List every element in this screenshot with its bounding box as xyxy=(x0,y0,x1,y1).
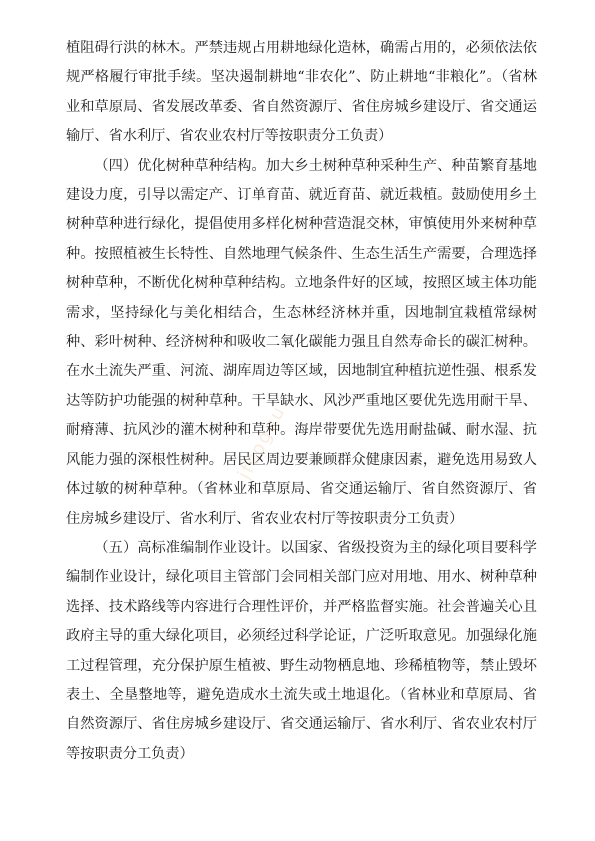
paragraph-section-4: （四）优化树种草种结构。加大乡土树种草种采种生产、种苗繁育基地建设力度，引导以需定产、订单育苗、就近育苗、就近栽植。鼓励使用乡土树种草种进行绿化，提倡使用多样化树种营造混交林，审慎使用外来树种草种。按照植被生长特性、自然地理气候条件、生态生活生产需要，合理选择树种草种，不断优化树种草种结构。立地条件好的区域，按照区域主体功能需求，坚持绿化与美化相结合，生态林经济林并重，因地制宜栽植常绿树种、彩叶树种、经济树种和吸收二氧化碳能力强且自然寿命长的碳汇树种。在水土流失严重、河流、湖库周边等区域，因地制宜种植抗逆性强、根系发达等防护功能强的树种草种。干旱缺水、风沙严重地区要优先选用耐干旱、耐瘠薄、抗风沙的灌木树种和草种。海岸带要优先选用耐盐碱、耐水湿、抗风能力强的深根性树种。居民区周边要兼顾群众健康因素，避免选用易致人体过敏的树种草种。（省林业和草原局、省交通运输厅、省自然资源厅、省住房城乡建设厅、省水利厅、省农业农村厅等按职责分工负责） xyxy=(66,157,537,527)
watermark: jfcoguu xyxy=(233,401,291,483)
paragraph-section-5: （五）高标准编制作业设计。以国家、省级投资为主的绿化项目要科学编制作业设计，绿化项目主管部门会同相关部门应对用地、用水、树种草种选择、技术路线等内容进行合理性评价，并严格监督实施。社会普遍关心且政府主导的重大绿化项目，必须经过科学论证，广泛听取意见。加强绿化施工过程管理，充分保护原生植被、野生动物栖息地、珍稀植物等，禁止毁坏表土、全垦整地等，避免造成水土流失或土地退化。（省林业和草原局、省自然资源厅、省住房城乡建设厅、省交通运输厅、省水利厅、省农业农村厅等按职责分工负责） xyxy=(66,539,537,762)
paragraph-continuation: 植阻碍行洪的林木。严禁违规占用耕地绿化造林，确需占用的，必须依法依规严格履行审批手续。坚决遏制耕地“非农化”、防止耕地“非粮化”。（省林业和草原局、省发展改革委、省自然资源厅、省住房城乡建设厅、省交通运输厅、省水利厅、省农业农村厅等按职责分工负责） xyxy=(66,40,537,145)
